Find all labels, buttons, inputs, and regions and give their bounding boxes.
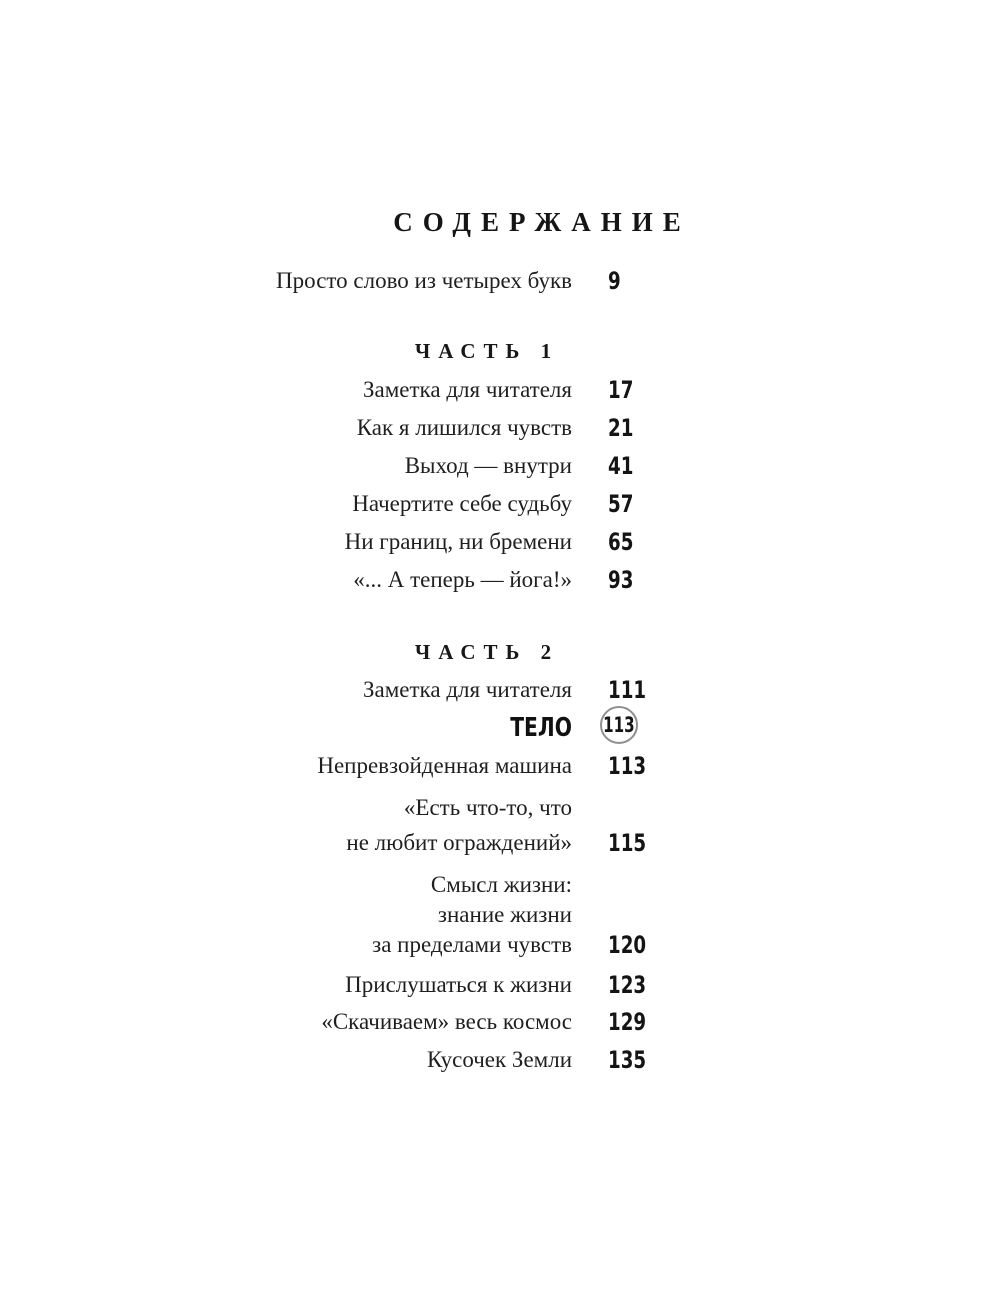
toc-entry-title: Ни границ, ни бремени [344,529,572,554]
toc-entry-title: ТЕЛО [510,713,572,743]
page-number: 65 [608,528,634,556]
toc-line [0,485,987,523]
toc-entry-title: «... А теперь — йога!» [353,567,572,592]
toc-line [0,523,987,561]
page-number: 113 [603,712,635,737]
page-circle [600,706,638,744]
toc-line [0,824,987,862]
toc-line [0,262,987,300]
toc-entry-title: Заметка для читателя [363,377,572,402]
page-number: 41 [608,452,634,480]
toc-entry-title: Непревзойденная машина [317,753,572,778]
toc-line [0,926,987,964]
toc-line [0,747,987,785]
toc-entry-title: Просто слово из четырех букв [276,268,572,293]
contents-title: СОДЕРЖАНИЕ [393,207,691,237]
toc-entry-title: Заметка для читателя [363,677,572,702]
toc-entry-title: Как я лишился чувств [356,415,572,440]
toc-entry-title: не любит ограждений» [346,830,572,855]
page-number: 135 [608,1046,647,1074]
toc-entry-title: «Скачиваем» весь космос [321,1009,572,1034]
toc-entry-title: «Есть что-то, что [403,795,572,820]
toc-line [0,561,987,599]
toc-line [0,1041,987,1079]
part-header-label: ЧАСТЬ 1 [414,339,560,363]
toc-part-header [0,332,987,370]
page-number: 111 [608,676,647,704]
toc-line [0,966,987,1004]
toc-entry-title: знание жизни [437,902,572,927]
toc-line [0,371,987,409]
page-number: 9 [608,267,621,295]
part-header-label: ЧАСТЬ 2 [414,640,560,664]
toc-entry-title: Начертите себе судьбу [352,491,572,516]
page-number: 115 [608,829,647,857]
toc-line [0,447,987,485]
page-number: 113 [608,752,647,780]
toc-line [0,409,987,447]
toc-line [0,709,987,747]
page-number: 120 [608,931,647,959]
toc-line [0,671,987,709]
page-number: 93 [608,566,634,594]
toc-entry-title: Кусочек Земли [427,1047,572,1072]
page-number: 17 [608,376,634,404]
toc-entry-title: Прислушаться к жизни [345,972,572,997]
page-number: 57 [608,490,634,518]
page-number: 129 [608,1008,647,1036]
toc-entry-title: Смысл жизни: [430,872,572,897]
toc-part-header [0,633,987,671]
page-number: 123 [608,971,647,999]
page-number: 21 [608,414,634,442]
toc-entry-title: Выход — внутри [404,453,572,478]
toc-entry-title: за пределами чувств [372,932,572,957]
toc-line [0,789,987,827]
toc-line [0,1003,987,1041]
